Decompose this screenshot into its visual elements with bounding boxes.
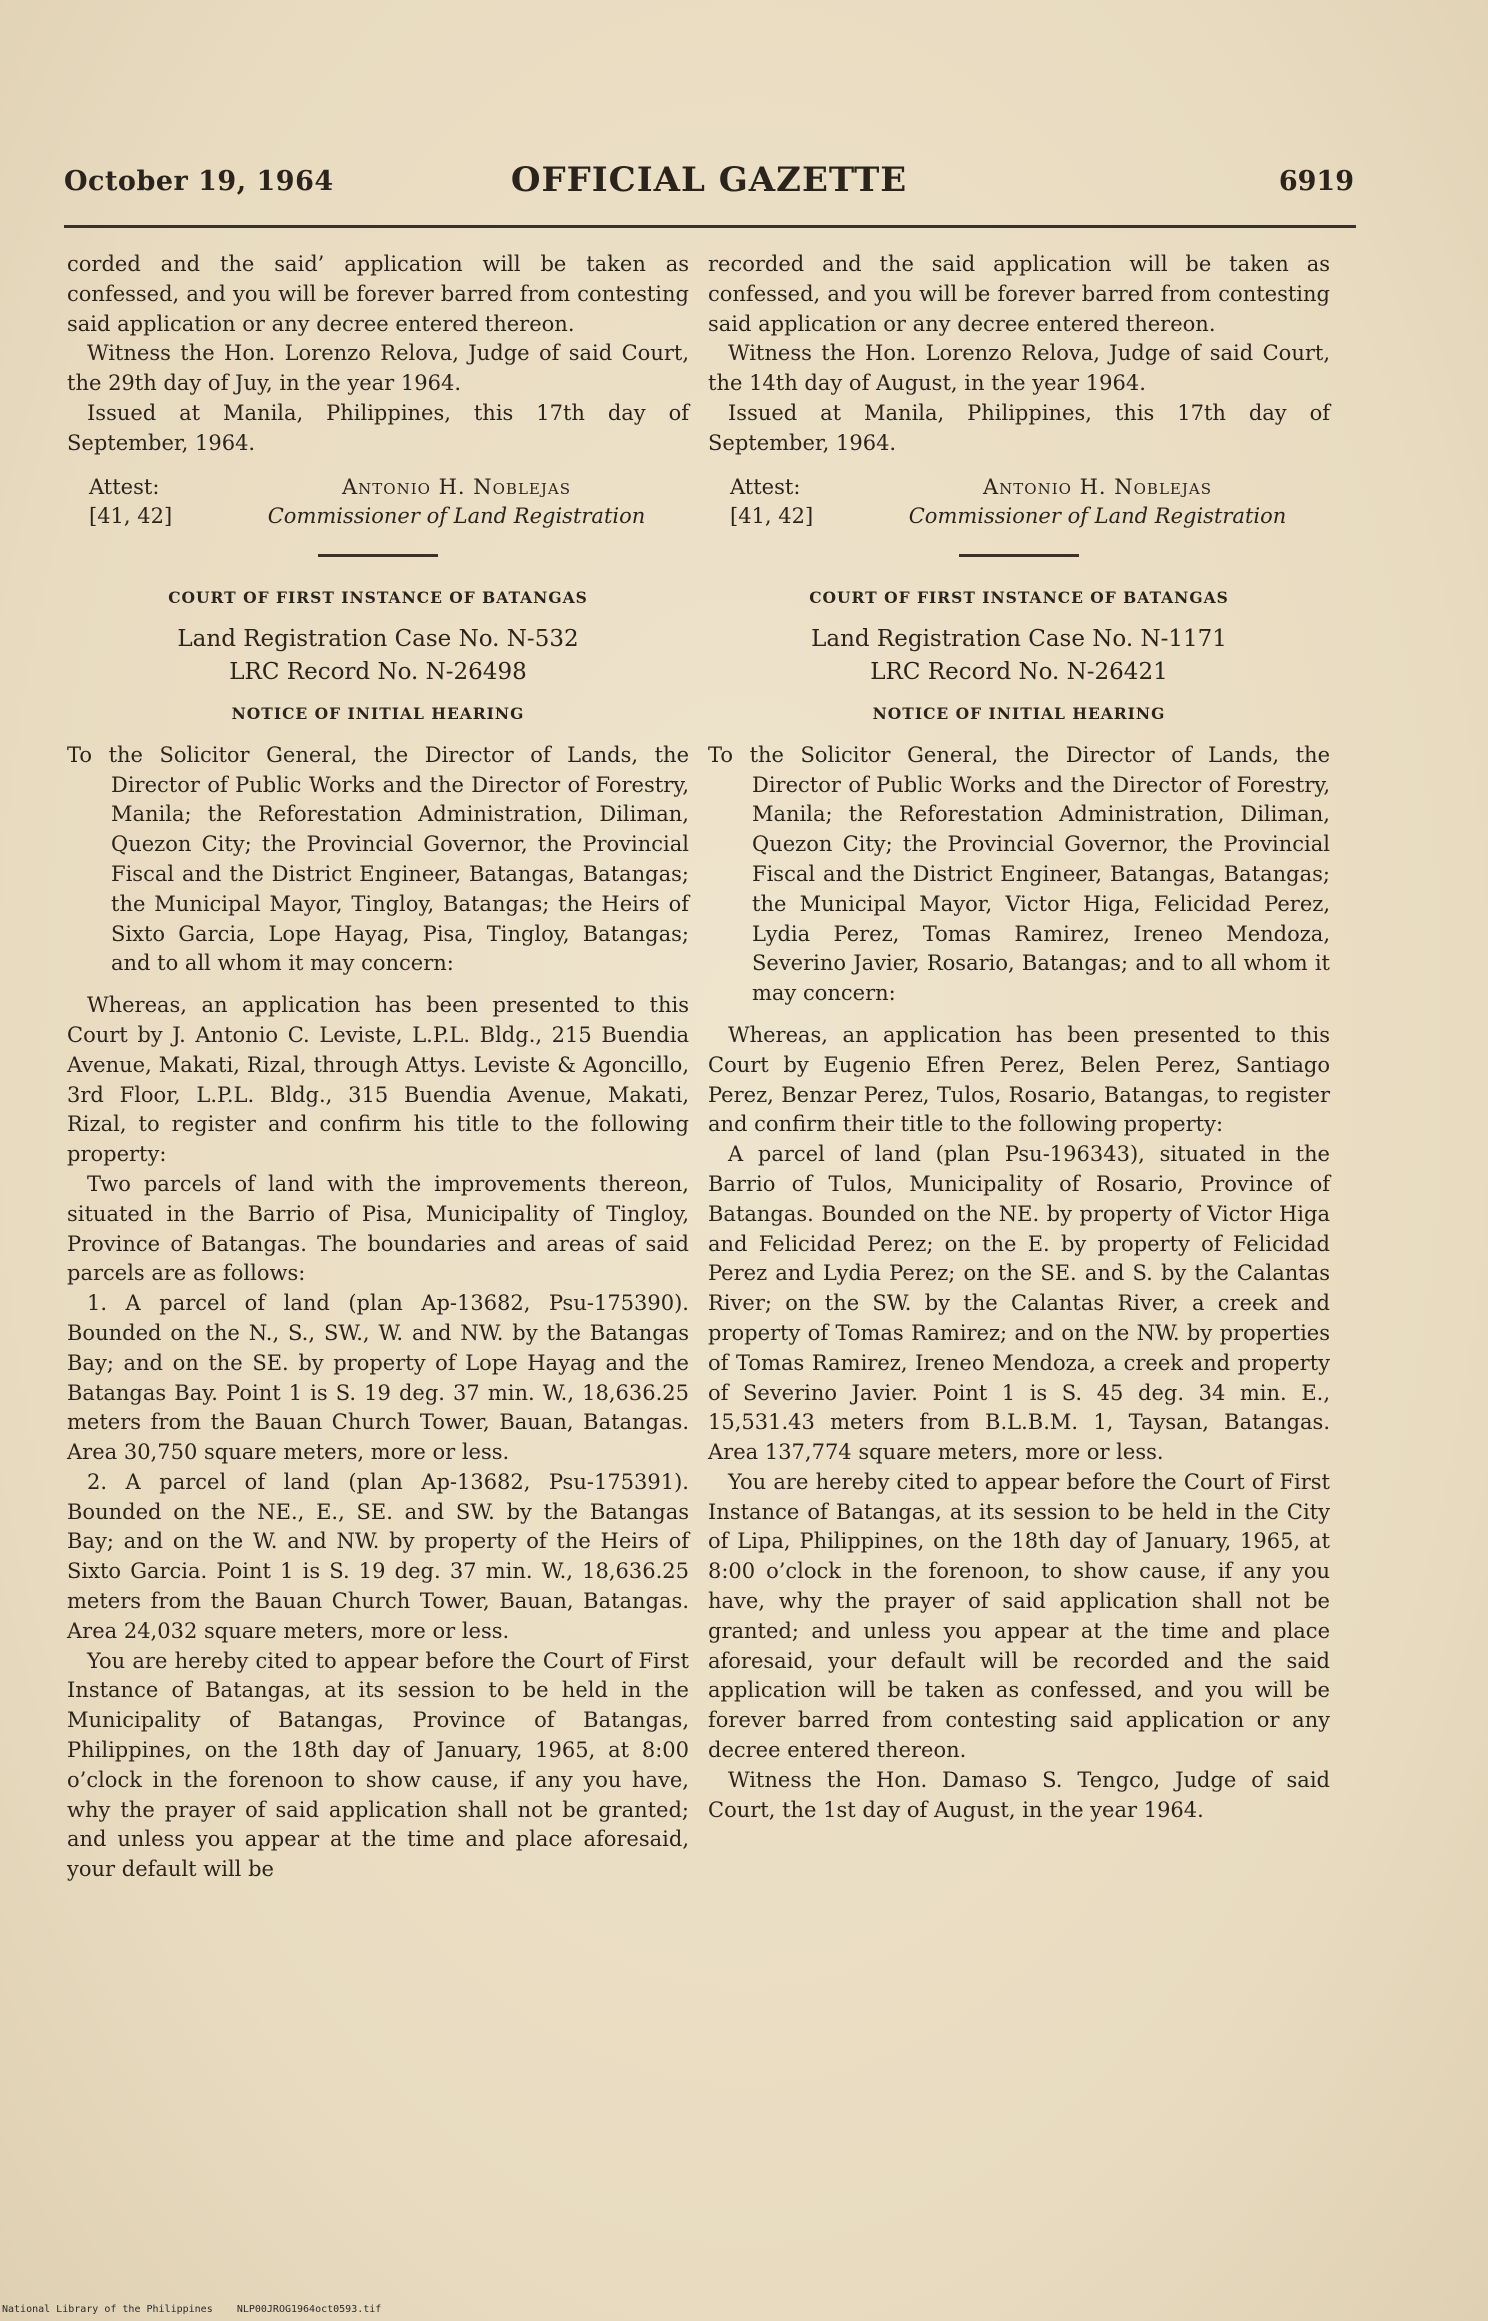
attest-labels — [67, 473, 224, 533]
attest-name: Antonio H. Noblejas — [341, 474, 571, 499]
header-title: OFFICIAL GAZETTE — [510, 160, 908, 200]
attest-signature — [224, 473, 689, 533]
notice-heading: NOTICE OF INITIAL HEARING — [872, 703, 1166, 723]
addressee-paragraph: To the Solicitor General, the Director of Lands, the Director of Public Works and the Director of Forestry, Manila; the Reforestation Administration, Diliman, Quezon City; the Provincial Governor, the Provincial Fiscal and the District Engineer, Batangas, Batangas; the Municipal Mayor, Tingloy, Batangas; the Heirs of Sixto Garcia, Lope Hayag, Pisa, Tingloy, Batangas; and to all whom it may concern: — [67, 742, 689, 976]
scan-footer — [2, 2304, 381, 2315]
notice-heading: NOTICE OF INITIAL HEARING — [231, 703, 525, 723]
witness-paragraph-2: Witness the Hon. Damaso S. Tengco, Judge of said Court, the 1st day of August, in the year 1964. — [708, 1767, 1330, 1822]
parcel-1-paragraph: 1. A parcel of land (plan Ap-13682, Psu-175390). Bounded on the N., S., SW., W. and NW. by the Batangas Bay; and on the SE. by property of Lope Hayag and the Batangas Bay. Point 1 is S. 19 deg. 37 min. W., 18,636.25 meters from the Bauan Church Tower, Bauan, Batangas. Area 30,750 square meters, more or less. — [67, 1291, 689, 1465]
attest-block — [67, 473, 689, 533]
header-page-number: 6919 — [1278, 166, 1354, 197]
whereas-paragraph: Whereas, an application has been presented to this Court by Eugenio Efren Perez, Belen Perez, Santiago Perez, Benzar Perez, Tulos, Rosario, Batangas, to register and confirm their title to the following property: — [708, 1022, 1330, 1137]
citation-paragraph: You are hereby cited to appear before the Court of First Instance of Batangas, at its session to be held in the City of Lipa, Philippines, on the 18th day of January, 1965, at 8:00 o’clock in the forenoon, to show cause, if any you have, why the prayer of said application shall not be granted; and unless you appear at the time and place aforesaid, your default will be recorded and the said application will be taken as confessed, and you will be forever barred from contesting said application or any decree entered thereon. — [708, 1469, 1330, 1763]
issued-paragraph: Issued at Manila, Philippines, this 17th day of September, 1964. — [67, 400, 689, 455]
case-number: Land Registration Case No. N-1171 — [811, 625, 1227, 652]
attest-ref: [41, 42] — [730, 504, 814, 529]
attest-office: Commissioner of Land Registration — [908, 504, 1287, 529]
property-paragraph: A parcel of land (plan Psu-196343), situated in the Barrio of Tulos, Municipality of Rosario, Province of Batangas. Bounded on the NE. by property of Victor Higa and Felicidad Perez; on the E. by property of Felicidad Perez and Lydia Perez; on the SE. and S. by the Calantas River; on the SW. by the Calantas River, a creek and property of Tomas Ramirez; and on the NW. by properties of Tomas Ramirez, Ireneo Mendoza, a creek and property of Severino Javier. Point 1 is S. 45 deg. 34 min. E., 15,531.43 meters from B.L.B.M. 1, Taysan, Batangas. Area 137,774 square meters, more or less. — [708, 1142, 1330, 1465]
page-header — [64, 160, 1354, 210]
attest-label: Attest: — [89, 474, 160, 499]
section-divider — [959, 554, 1079, 557]
issued-paragraph: Issued at Manila, Philippines, this 17th day of September, 1964. — [708, 400, 1330, 455]
citation-paragraph: You are hereby cited to appear before the Court of First Instance of Batangas, at its session to be held in the Municipality of Batangas, Province of Batangas, Philippines, on the 18th day of January, 1965, at 8:00 o’clock in the forenoon to show cause, if any you have, why the prayer of said application shall not be granted; and unless you appear at the time and place aforesaid, your default will be — [67, 1648, 689, 1882]
court-heading: COURT OF FIRST INSTANCE OF BATANGAS — [809, 588, 1229, 608]
lrc-record: LRC Record No. N-26498 — [229, 658, 527, 685]
attest-block — [708, 473, 1330, 533]
attest-ref: [41, 42] — [89, 504, 173, 529]
header-date: October 19, 1964 — [64, 166, 334, 197]
attest-label: Attest: — [730, 474, 801, 499]
attest-labels — [708, 473, 865, 533]
witness-paragraph: Witness the Hon. Lorenzo Relova, Judge of said Court, the 29th day of Juy, in the year 1964. — [67, 341, 689, 396]
property-paragraph: Two parcels of land with the improvements thereon, situated in the Barrio of Pisa, Municipality of Tingloy, Province of Batangas. The boundaries and areas of said parcels are as follows: — [67, 1171, 689, 1286]
right-column — [708, 250, 1330, 1825]
continuation-paragraph: recorded and the said application will be taken as confessed, and you will be forever barred from contesting said application or any decree entered thereon. — [708, 252, 1330, 336]
parcel-2-paragraph: 2. A parcel of land (plan Ap-13682, Psu-175391). Bounded on the NE., E., SE. and SW. by the Batangas Bay; and on the W. and NW. by property of the Heirs of Sixto Garcia. Point 1 is S. 19 deg. 37 min. W., 18,636.25 meters from the Bauan Church Tower, Bauan, Batangas. Area 24,032 square meters, more or less. — [67, 1469, 689, 1643]
attest-signature — [865, 473, 1330, 533]
header-rule — [64, 225, 1356, 228]
whereas-paragraph: Whereas, an application has been presented to this Court by J. Antonio C. Leviste, L.P.L. Bldg., 215 Buendia Avenue, Makati, Rizal, through Attys. Leviste & Agoncillo, 3rd Floor, L.P.L. Bldg., 315 Buendia Avenue, Makati, Rizal, to register and confirm his title to the following property: — [67, 993, 689, 1167]
section-divider — [318, 554, 438, 557]
court-heading: COURT OF FIRST INSTANCE OF BATANGAS — [168, 588, 588, 608]
lrc-record: LRC Record No. N-26421 — [870, 658, 1168, 685]
attest-office: Commissioner of Land Registration — [267, 504, 646, 529]
attest-name: Antonio H. Noblejas — [982, 474, 1212, 499]
addressee-paragraph: To the Solicitor General, the Director of Lands, the Director of Public Works and the Director of Forestry, Manila; the Reforestation Administration, Diliman, Quezon City; the Provincial Governor, the Provincial Fiscal and the District Engineer, Batangas, Batangas; the Municipal Mayor, Victor Higa, Felicidad Perez, Lydia Perez, Tomas Ramirez, Ireneo Mendoza, Severino Javier, Rosario, Batangas; and to all whom it may concern: — [708, 742, 1330, 1006]
case-number: Land Registration Case No. N-532 — [177, 625, 579, 652]
left-column — [67, 250, 689, 1885]
witness-paragraph: Witness the Hon. Lorenzo Relova, Judge of said Court, the 14th day of August, in the year 1964. — [708, 341, 1330, 396]
footer-filename: NLP00JROG1964oct0593.tif — [236, 2304, 382, 2315]
continuation-paragraph: corded and the said’ application will be taken as confessed, and you will be forever barred from contesting said application or any decree entered thereon. — [67, 252, 689, 336]
footer-source: National Library of the Philippines — [2, 2304, 213, 2315]
